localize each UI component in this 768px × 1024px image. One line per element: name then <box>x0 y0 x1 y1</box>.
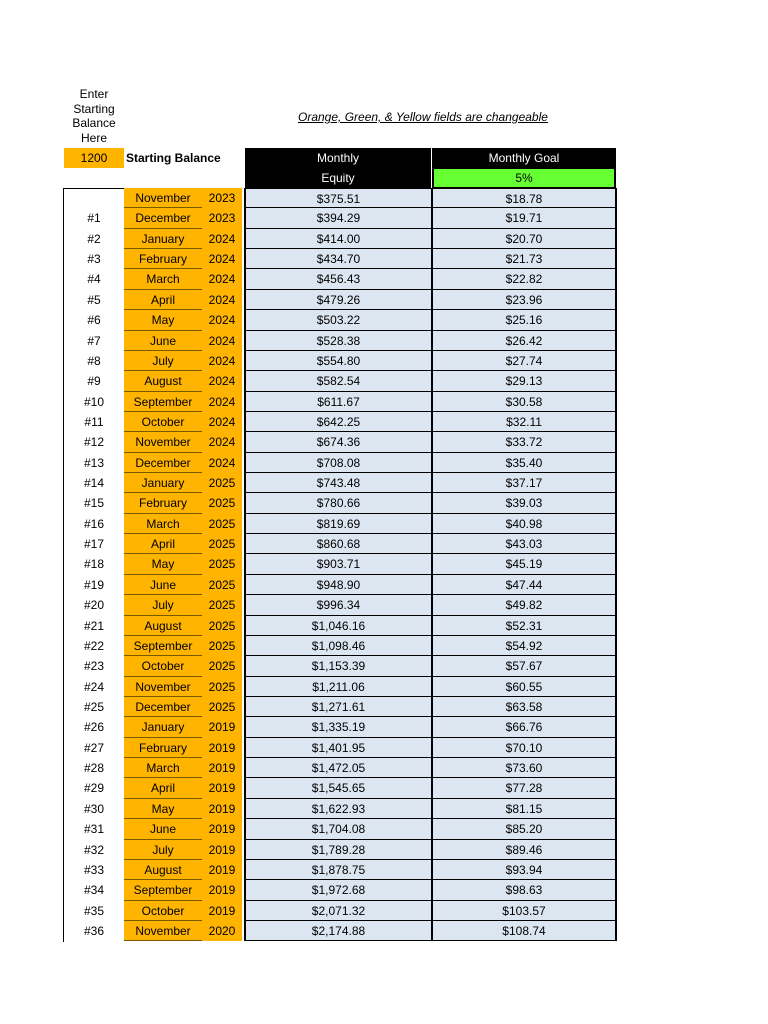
year-cell[interactable]: 2025 <box>202 534 242 554</box>
month-cell[interactable]: August <box>124 371 202 391</box>
row-number: #35 <box>83 903 105 918</box>
month-cell[interactable]: July <box>124 840 202 860</box>
year-cell[interactable]: 2023 <box>202 188 242 208</box>
row-number: #1 <box>87 211 101 226</box>
row-number: #22 <box>83 638 105 653</box>
year-cell[interactable]: 2024 <box>202 331 242 351</box>
month-cell[interactable]: September <box>124 636 202 656</box>
monthly-equity-cell: $611.67 <box>244 392 432 412</box>
row-number: #10 <box>83 394 105 409</box>
table-row <box>64 616 617 636</box>
year-cell[interactable]: 2024 <box>202 249 242 269</box>
row-number: #19 <box>83 577 105 592</box>
starting-balance-input[interactable] <box>64 148 124 168</box>
monthly-equity-cell: $375.51 <box>244 188 432 208</box>
table-row <box>64 717 617 737</box>
row-number: #9 <box>87 374 101 389</box>
table-row <box>64 636 617 656</box>
monthly-equity-cell: $860.68 <box>244 534 432 554</box>
year-cell[interactable]: 2024 <box>202 453 242 473</box>
row-number: #2 <box>87 231 101 246</box>
monthly-goal-cell: $103.57 <box>431 901 617 921</box>
monthly-goal-cell: $37.17 <box>431 473 617 493</box>
year-cell[interactable]: 2025 <box>202 656 242 676</box>
month-cell[interactable]: December <box>124 697 202 717</box>
table-row <box>64 208 617 228</box>
month-cell[interactable]: June <box>124 331 202 351</box>
row-number: #32 <box>83 842 105 857</box>
year-cell[interactable]: 2025 <box>202 493 242 513</box>
month-cell[interactable]: June <box>124 819 202 839</box>
month-cell[interactable]: March <box>124 758 202 778</box>
month-cell[interactable]: June <box>124 575 202 595</box>
monthly-equity-cell: $2,174.88 <box>244 921 432 941</box>
year-cell[interactable]: 2024 <box>202 392 242 412</box>
year-cell[interactable]: 2024 <box>202 412 242 432</box>
month-cell[interactable]: March <box>124 269 202 289</box>
month-cell[interactable]: November <box>124 677 202 697</box>
table-row <box>64 351 617 371</box>
table-row <box>64 677 617 697</box>
monthly-equity-cell: $528.38 <box>244 331 432 351</box>
monthly-goal-header: Monthly Goal <box>432 148 616 168</box>
table-row <box>64 331 617 351</box>
monthly-goal-cell: $89.46 <box>431 840 617 860</box>
table-row <box>64 840 617 860</box>
monthly-equity-cell: $1,704.08 <box>244 819 432 839</box>
monthly-equity-cell: $414.00 <box>244 229 432 249</box>
row-number: #30 <box>83 801 105 816</box>
year-cell[interactable]: 2019 <box>202 738 242 758</box>
monthly-equity-header: Monthly <box>245 148 431 168</box>
monthly-equity-cell: $1,271.61 <box>244 697 432 717</box>
monthly-goal-cell: $35.40 <box>431 453 617 473</box>
monthly-goal-cell: $22.82 <box>431 269 617 289</box>
month-cell[interactable]: November <box>124 188 202 208</box>
monthly-goal-cell: $18.78 <box>431 188 617 208</box>
table-row <box>64 188 617 208</box>
enter-label-line: Here <box>80 130 107 145</box>
monthly-goal-cell: $43.03 <box>431 534 617 554</box>
enter-label-line: Enter <box>79 87 109 101</box>
monthly-goal-cell: $29.13 <box>431 371 617 391</box>
table-row <box>64 799 617 819</box>
monthly-equity-cell: $1,153.39 <box>244 656 432 676</box>
starting-balance-label: Starting Balance <box>126 151 221 165</box>
year-cell[interactable]: 2025 <box>202 595 242 615</box>
row-number: #31 <box>83 822 105 837</box>
table-row <box>64 778 617 798</box>
year-cell[interactable]: 2024 <box>202 351 242 371</box>
table-row <box>64 697 617 717</box>
year-cell[interactable]: 2020 <box>202 921 242 941</box>
row-number: #24 <box>83 679 105 694</box>
monthly-goal-cell: $93.94 <box>431 860 617 880</box>
month-cell[interactable]: January <box>124 229 202 249</box>
table-row <box>64 310 617 330</box>
goal-percent-input[interactable] <box>434 169 614 187</box>
monthly-equity-cell: $819.69 <box>244 514 432 534</box>
table-row <box>64 514 617 534</box>
month-cell[interactable]: March <box>124 514 202 534</box>
monthly-equity-cell: $996.34 <box>244 595 432 615</box>
monthly-equity-cell: $503.22 <box>244 310 432 330</box>
table-row <box>64 738 617 758</box>
year-cell[interactable]: 2025 <box>202 636 242 656</box>
monthly-equity-cell: $434.70 <box>244 249 432 269</box>
row-number: #28 <box>83 761 105 776</box>
year-cell[interactable]: 2024 <box>202 371 242 391</box>
monthly-equity-cell: $642.25 <box>244 412 432 432</box>
month-cell[interactable]: August <box>124 860 202 880</box>
table-row <box>64 392 617 412</box>
month-cell[interactable]: May <box>124 554 202 574</box>
monthly-equity-header-line2: Equity <box>245 168 431 188</box>
monthly-equity-cell: $1,211.06 <box>244 677 432 697</box>
table-row <box>64 554 617 574</box>
table-row <box>64 819 617 839</box>
enter-label-line: Starting <box>73 101 115 116</box>
month-cell[interactable]: May <box>124 310 202 330</box>
enter-balance-label <box>64 87 124 145</box>
monthly-goal-cell: $47.44 <box>431 575 617 595</box>
year-cell[interactable]: 2019 <box>202 778 242 798</box>
month-cell[interactable]: February <box>124 493 202 513</box>
table-row <box>64 534 617 554</box>
table-row <box>64 493 617 513</box>
table-row <box>64 575 617 595</box>
row-number: #33 <box>83 862 105 877</box>
monthly-goal-cell: $26.42 <box>431 331 617 351</box>
table-row <box>64 249 617 269</box>
row-number: #15 <box>83 496 105 511</box>
row-number: #27 <box>83 740 105 755</box>
monthly-goal-cell: $52.31 <box>431 616 617 636</box>
monthly-equity-cell: $674.36 <box>244 432 432 452</box>
row-number: #17 <box>83 537 105 552</box>
table-row <box>64 901 617 921</box>
month-cell[interactable]: October <box>124 901 202 921</box>
month-cell[interactable]: April <box>124 778 202 798</box>
monthly-goal-cell: $85.20 <box>431 819 617 839</box>
monthly-equity-cell: $554.80 <box>244 351 432 371</box>
year-cell[interactable]: 2025 <box>202 514 242 534</box>
row-number: #4 <box>87 272 101 287</box>
monthly-equity-cell: $948.90 <box>244 575 432 595</box>
year-cell[interactable]: 2024 <box>202 229 242 249</box>
year-cell[interactable]: 2023 <box>202 208 242 228</box>
monthly-equity-cell: $1,098.46 <box>244 636 432 656</box>
monthly-goal-cell: $32.11 <box>431 412 617 432</box>
monthly-goal-cell: $73.60 <box>431 758 617 778</box>
year-cell[interactable]: 2025 <box>202 697 242 717</box>
year-cell[interactable]: 2019 <box>202 799 242 819</box>
row-number: #29 <box>83 781 105 796</box>
row-number: #34 <box>83 883 105 898</box>
monthly-equity-cell: $1,972.68 <box>244 880 432 900</box>
row-number: #26 <box>83 720 105 735</box>
row-number: #3 <box>87 252 101 267</box>
year-cell[interactable]: 2019 <box>202 901 242 921</box>
table-row <box>64 656 617 676</box>
monthly-goal-cell: $57.67 <box>431 656 617 676</box>
table-row <box>64 432 617 452</box>
month-cell[interactable]: February <box>124 249 202 269</box>
row-number: #8 <box>87 353 101 368</box>
year-cell[interactable]: 2024 <box>202 310 242 330</box>
row-number: #13 <box>83 455 105 470</box>
monthly-equity-cell: $2,071.32 <box>244 901 432 921</box>
month-cell[interactable]: November <box>124 921 202 941</box>
row-number: #36 <box>83 923 105 938</box>
monthly-goal-cell: $30.58 <box>431 392 617 412</box>
month-cell[interactable]: January <box>124 473 202 493</box>
monthly-equity-cell: $1,335.19 <box>244 717 432 737</box>
row-number <box>64 188 124 208</box>
year-cell[interactable]: 2025 <box>202 473 242 493</box>
monthly-goal-cell: $40.98 <box>431 514 617 534</box>
row-number: #23 <box>83 659 105 674</box>
month-cell[interactable]: April <box>124 534 202 554</box>
month-cell[interactable]: May <box>124 799 202 819</box>
monthly-goal-cell: $63.58 <box>431 697 617 717</box>
monthly-equity-cell: $903.71 <box>244 554 432 574</box>
row-number: #7 <box>87 333 101 348</box>
monthly-equity-cell: $456.43 <box>244 269 432 289</box>
monthly-goal-cell: $19.71 <box>431 208 617 228</box>
monthly-goal-cell: $25.16 <box>431 310 617 330</box>
monthly-equity-cell: $1,878.75 <box>244 860 432 880</box>
table-row <box>64 880 617 900</box>
projection-table <box>64 188 617 941</box>
monthly-goal-cell: $45.19 <box>431 554 617 574</box>
row-number: #20 <box>83 598 105 613</box>
monthly-equity-cell: $1,545.65 <box>244 778 432 798</box>
row-number: #21 <box>83 618 105 633</box>
monthly-equity-cell: $743.48 <box>244 473 432 493</box>
month-cell[interactable]: August <box>124 616 202 636</box>
month-cell[interactable]: April <box>124 290 202 310</box>
monthly-goal-cell: $21.73 <box>431 249 617 269</box>
table-row <box>64 860 617 880</box>
year-cell[interactable]: 2019 <box>202 758 242 778</box>
table-row <box>64 412 617 432</box>
monthly-equity-cell: $1,472.05 <box>244 758 432 778</box>
year-cell[interactable]: 2025 <box>202 554 242 574</box>
year-cell[interactable]: 2019 <box>202 880 242 900</box>
year-cell[interactable]: 2019 <box>202 819 242 839</box>
month-cell[interactable]: September <box>124 880 202 900</box>
goal-percent-cell <box>432 168 616 188</box>
row-number: #11 <box>84 414 104 429</box>
table-row <box>64 269 617 289</box>
year-cell[interactable]: 2019 <box>202 840 242 860</box>
monthly-goal-cell: $23.96 <box>431 290 617 310</box>
year-cell[interactable]: 2025 <box>202 616 242 636</box>
monthly-goal-cell: $20.70 <box>431 229 617 249</box>
month-cell[interactable]: July <box>124 595 202 615</box>
table-row <box>64 290 617 310</box>
row-number: #5 <box>87 292 101 307</box>
monthly-goal-cell: $54.92 <box>431 636 617 656</box>
enter-label-line: Balance <box>72 116 116 130</box>
month-cell[interactable]: July <box>124 351 202 371</box>
month-cell[interactable]: November <box>124 432 202 452</box>
year-cell[interactable]: 2024 <box>202 269 242 289</box>
table-row <box>64 758 617 778</box>
row-number: #6 <box>87 313 101 328</box>
row-number: #12 <box>83 435 105 450</box>
monthly-goal-cell: $70.10 <box>431 738 617 758</box>
month-cell[interactable]: December <box>124 208 202 228</box>
year-cell[interactable]: 2024 <box>202 290 242 310</box>
monthly-goal-cell: $98.63 <box>431 880 617 900</box>
table-row <box>64 453 617 473</box>
table-row <box>64 921 617 941</box>
monthly-goal-cell: $60.55 <box>431 677 617 697</box>
row-number: #18 <box>83 557 105 572</box>
row-number: #25 <box>83 699 105 714</box>
table-row <box>64 371 617 391</box>
monthly-goal-cell: $66.76 <box>431 717 617 737</box>
year-cell[interactable]: 2024 <box>202 432 242 452</box>
row-number: #16 <box>83 516 105 531</box>
row-number: #14 <box>83 476 105 491</box>
monthly-equity-cell: $1,622.93 <box>244 799 432 819</box>
month-cell[interactable]: October <box>124 412 202 432</box>
monthly-goal-cell: $77.28 <box>431 778 617 798</box>
table-row <box>64 595 617 615</box>
table-row <box>64 473 617 493</box>
month-cell[interactable]: February <box>124 738 202 758</box>
monthly-equity-cell: $780.66 <box>244 493 432 513</box>
year-cell[interactable]: 2019 <box>202 860 242 880</box>
monthly-equity-cell: $394.29 <box>244 208 432 228</box>
year-cell[interactable]: 2025 <box>202 575 242 595</box>
monthly-goal-cell: $49.82 <box>431 595 617 615</box>
changeable-fields-note: Orange, Green, & Yellow fields are changeable <box>298 110 548 124</box>
monthly-equity-cell: $708.08 <box>244 453 432 473</box>
year-cell[interactable]: 2025 <box>202 677 242 697</box>
monthly-equity-cell: $1,789.28 <box>244 840 432 860</box>
monthly-goal-cell: $27.74 <box>431 351 617 371</box>
monthly-goal-cell: $108.74 <box>431 921 617 941</box>
monthly-goal-cell: $39.03 <box>431 493 617 513</box>
month-cell[interactable]: October <box>124 656 202 676</box>
month-cell[interactable]: September <box>124 392 202 412</box>
month-cell[interactable]: January <box>124 717 202 737</box>
monthly-equity-cell: $479.26 <box>244 290 432 310</box>
table-row <box>64 229 617 249</box>
month-cell[interactable]: December <box>124 453 202 473</box>
monthly-equity-cell: $582.54 <box>244 371 432 391</box>
year-cell[interactable]: 2019 <box>202 717 242 737</box>
monthly-equity-cell: $1,046.16 <box>244 616 432 636</box>
monthly-goal-cell: $33.72 <box>431 432 617 452</box>
monthly-goal-cell: $81.15 <box>431 799 617 819</box>
monthly-equity-cell: $1,401.95 <box>244 738 432 758</box>
